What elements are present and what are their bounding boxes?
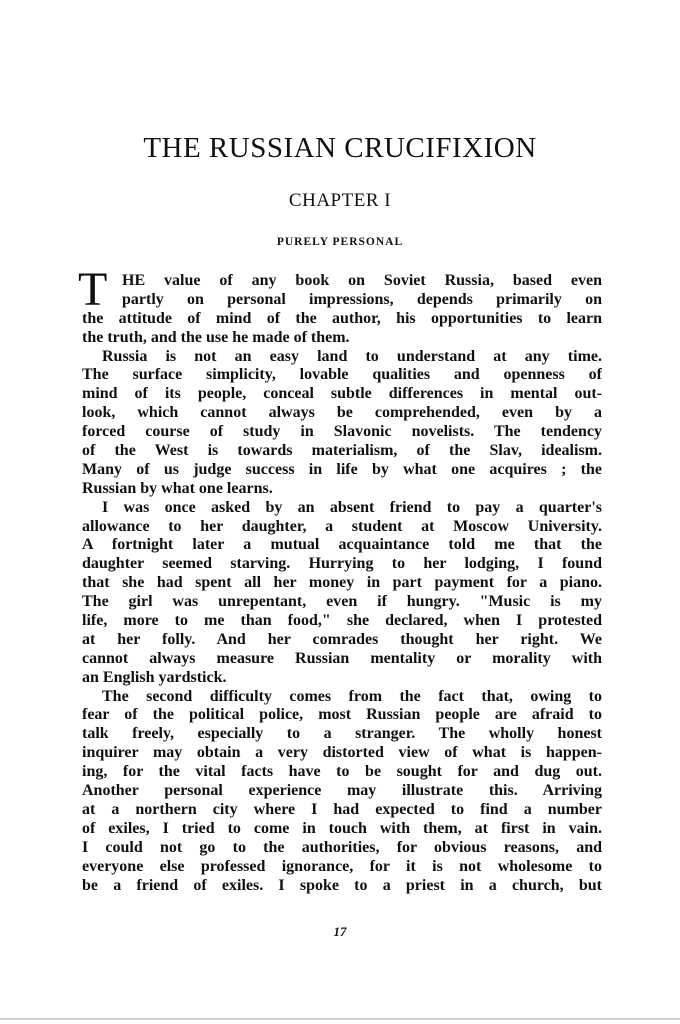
body-line: A fortnight later a mutual acquaintance told me that the <box>82 536 602 554</box>
section-heading: PURELY PERSONAL <box>276 236 404 248</box>
body-line: look, which cannot always be comprehended, even by a <box>82 404 602 422</box>
body-line: cannot always measure Russian mentality or morality with <box>82 649 602 667</box>
body-line: at her folly. And her comrades thought her right. We <box>82 630 602 648</box>
body-line: allowance to her daughter, a student at Moscow University. <box>82 517 602 535</box>
body-line: life, more to me than food," she declared, when I protested <box>82 612 602 630</box>
body-line: Another personal experience may illustrate this. Arriving <box>82 782 602 800</box>
body-line: Russia is not an easy land to understand at any time. <box>102 347 602 365</box>
body-line: an English yardstick. <box>82 668 227 686</box>
body-line: the attitude of mind of the author, his opportunities to learn <box>82 309 602 327</box>
body-line: The surface simplicity, lovable qualities and openness of <box>82 366 602 384</box>
body-line: of exiles, I tried to come in touch with them, at first in vain. <box>82 819 602 837</box>
page-number: 17 <box>333 924 347 939</box>
body-line: be a friend of exiles. I spoke to a priest in a church, but <box>82 876 602 894</box>
body-line: partly on personal impressions, depends primarily on <box>122 290 602 308</box>
book-title: THE RUSSIAN CRUCIFIXION <box>143 132 537 164</box>
body-line: of the West is towards materialism, of the Slav, idealism. <box>82 442 602 460</box>
body-line: HE value of any book on Soviet Russia, based even <box>122 272 602 289</box>
drop-cap: T <box>78 263 108 316</box>
body-line: everyone else professed ignorance, for it is not wholesome to <box>82 857 602 875</box>
body-line: inquirer may obtain a very distorted view of what is happen- <box>82 744 602 762</box>
body-line: The girl was unrepentant, even if hungry. "Music is my <box>82 593 602 611</box>
body-line: I could not go to the authorities, for obvious reasons, and <box>82 838 602 856</box>
body-line: daughter seemed starving. Hurrying to her lodging, I found <box>82 555 602 573</box>
page-divider <box>0 1018 680 1020</box>
body-line: at a northern city where I had expected to find a number <box>82 800 602 818</box>
body-line: that she had spent all her money in part payment for a piano. <box>82 574 602 592</box>
chapter-heading: CHAPTER I <box>288 190 392 211</box>
body-line: fear of the political police, most Russian people are afraid to <box>82 706 602 724</box>
body-line: The second difficulty comes from the fact that, owing to <box>102 687 602 705</box>
body-line: ing, for the vital facts have to be sought for and dug out. <box>82 763 602 781</box>
body-line: Russian by what one learns. <box>82 479 273 497</box>
body-line: mind of its people, conceal subtle differences in mental out- <box>82 385 602 403</box>
body-line: Many of us judge success in life by what one acquires ; the <box>82 460 602 478</box>
body-line: I was once asked by an absent friend to pay a quarter's <box>102 498 602 516</box>
body-text <box>82 272 602 895</box>
body-line: talk freely, especially to a stranger. The wholly honest <box>82 725 602 743</box>
body-line: the truth, and the use he made of them. <box>82 328 350 346</box>
body-line: forced course of study in Slavonic novelists. The tendency <box>82 423 602 441</box>
